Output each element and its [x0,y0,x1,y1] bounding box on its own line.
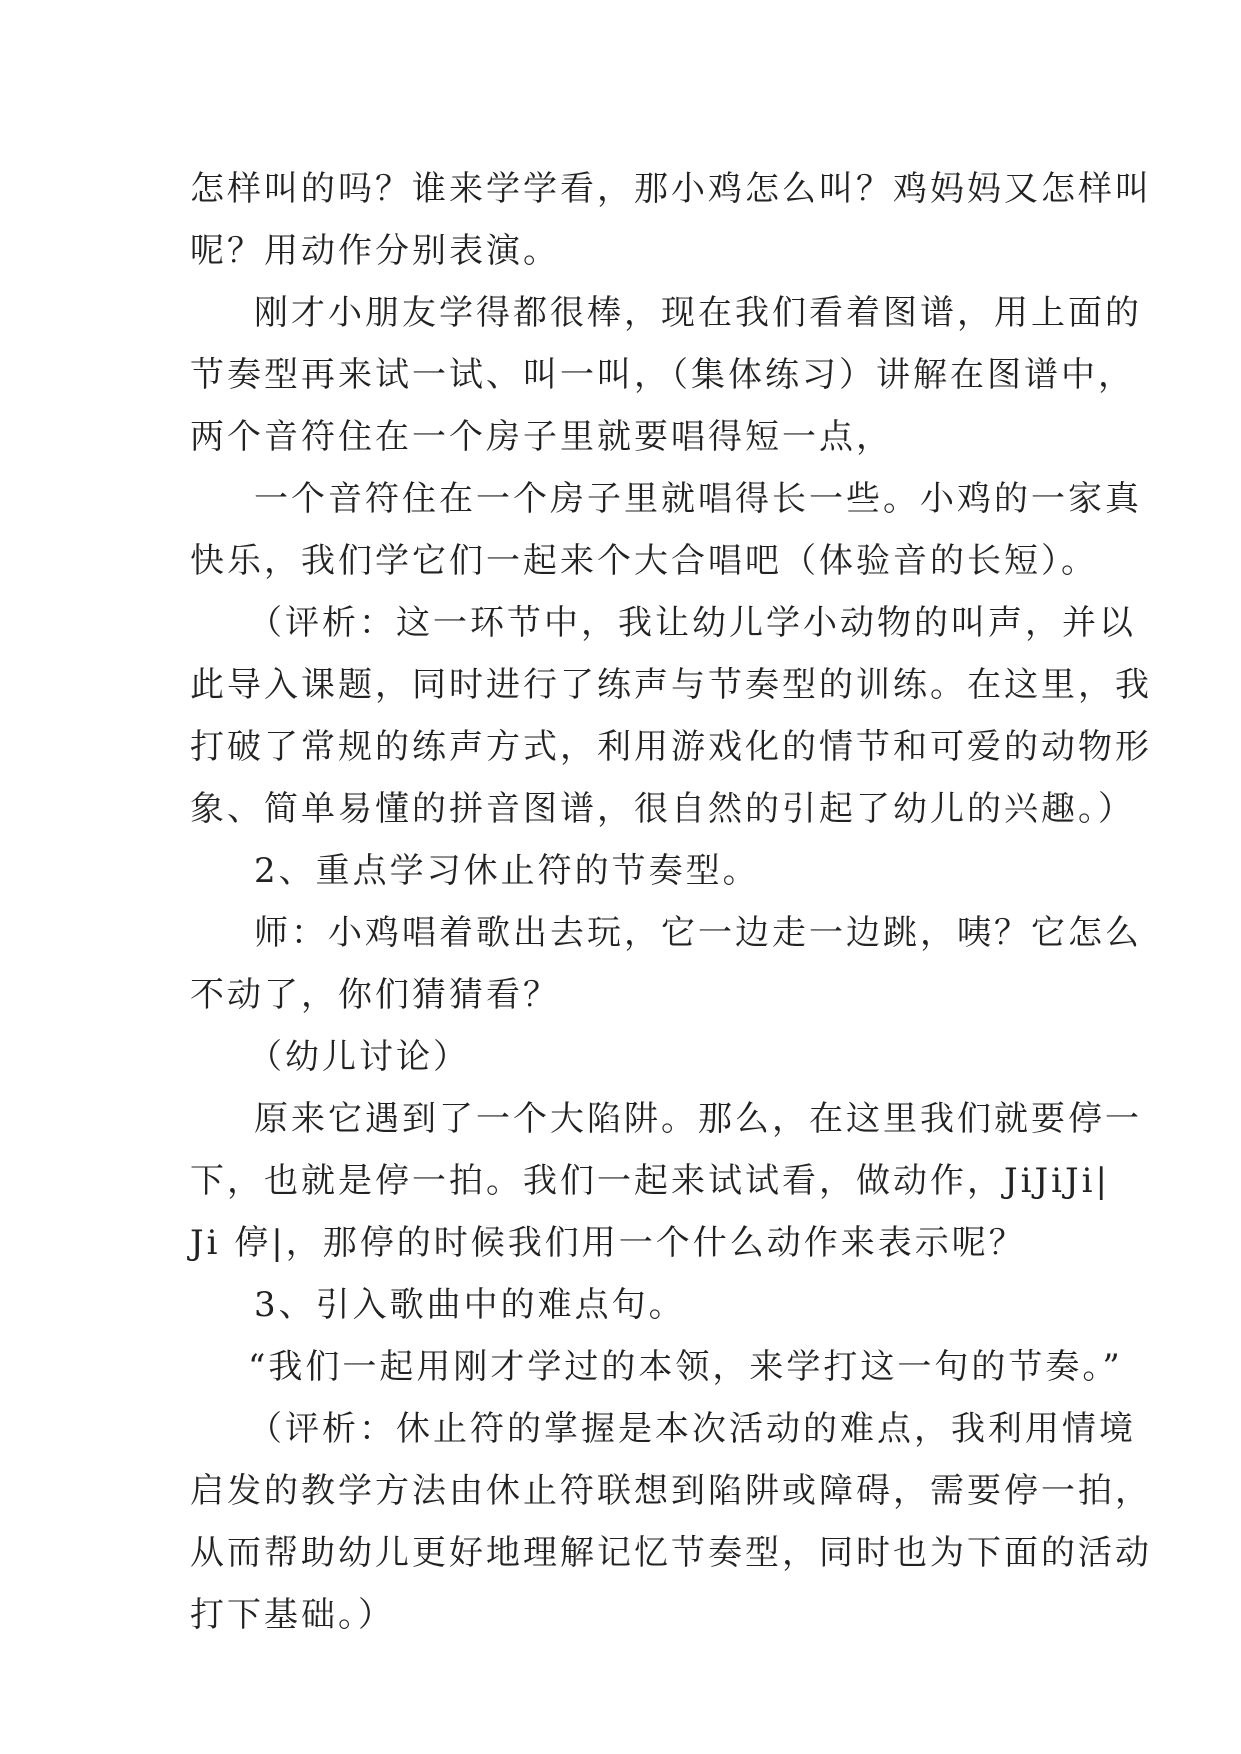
text-line: 象、简单易懂的拼音图谱，很自然的引起了幼儿的兴趣。） [190,789,1135,829]
text-line: 不动了，你们猜猜看？ [190,975,560,1015]
text-line: 打破了常规的练声方式，利用游戏化的情节和可爱的动物形 [190,727,1152,767]
text-line: 启发的教学方法由休止符联想到陷阱或障碍，需要停一拍， [190,1471,1152,1511]
text-line: 下，也就是停一拍。我们一起来试试看，做动作，JiJiJi| [190,1161,1110,1201]
text-line: 2、重点学习休止符的节奏型。 [254,851,760,891]
text-line: 师：小鸡唱着歌出去玩，它一边走一边跳，咦？它怎么 [254,913,1142,953]
text-line: 快乐，我们学它们一起来个大合唱吧（体验音的长短）。 [190,541,1098,581]
text-line: 两个音符住在一个房子里就要唱得短一点， [190,417,893,457]
text-line: （幼儿讨论） [248,1037,470,1077]
text-line: Ji 停|，那停的时候我们用一个什么动作来表示呢？ [190,1223,1026,1263]
text-line: （评析：休止符的掌握是本次活动的难点，我利用情境 [248,1409,1136,1449]
text-line: 从而帮助幼儿更好地理解记忆节奏型，同时也为下面的活动 [190,1533,1152,1573]
text-line: 一个音符住在一个房子里就唱得长一些。小鸡的一家真 [254,479,1142,519]
text-line: 呢？用动作分别表演。 [190,231,560,271]
text-line: “我们一起用刚才学过的本领，来学打这一句的节奏。” [248,1347,1123,1387]
text-line: 原来它遇到了一个大陷阱。那么，在这里我们就要停一 [254,1099,1142,1139]
document-body [190,158,1152,1646]
text-line: 此导入课题，同时进行了练声与节奏型的训练。在这里，我 [190,665,1152,705]
text-line: （评析：这一环节中，我让幼儿学小动物的叫声，并以 [248,603,1136,643]
text-line: 打下基础。） [190,1595,395,1635]
text-line: 节奏型再来试一试、叫一叫，（集体练习）讲解在图谱中， [190,355,1135,395]
text-line: 怎样叫的吗？谁来学学看，那小鸡怎么叫？鸡妈妈又怎样叫 [190,169,1152,209]
text-line: 刚才小朋友学得都很棒，现在我们看着图谱，用上面的 [254,293,1142,333]
text-line: 3、引入歌曲中的难点句。 [254,1285,686,1325]
